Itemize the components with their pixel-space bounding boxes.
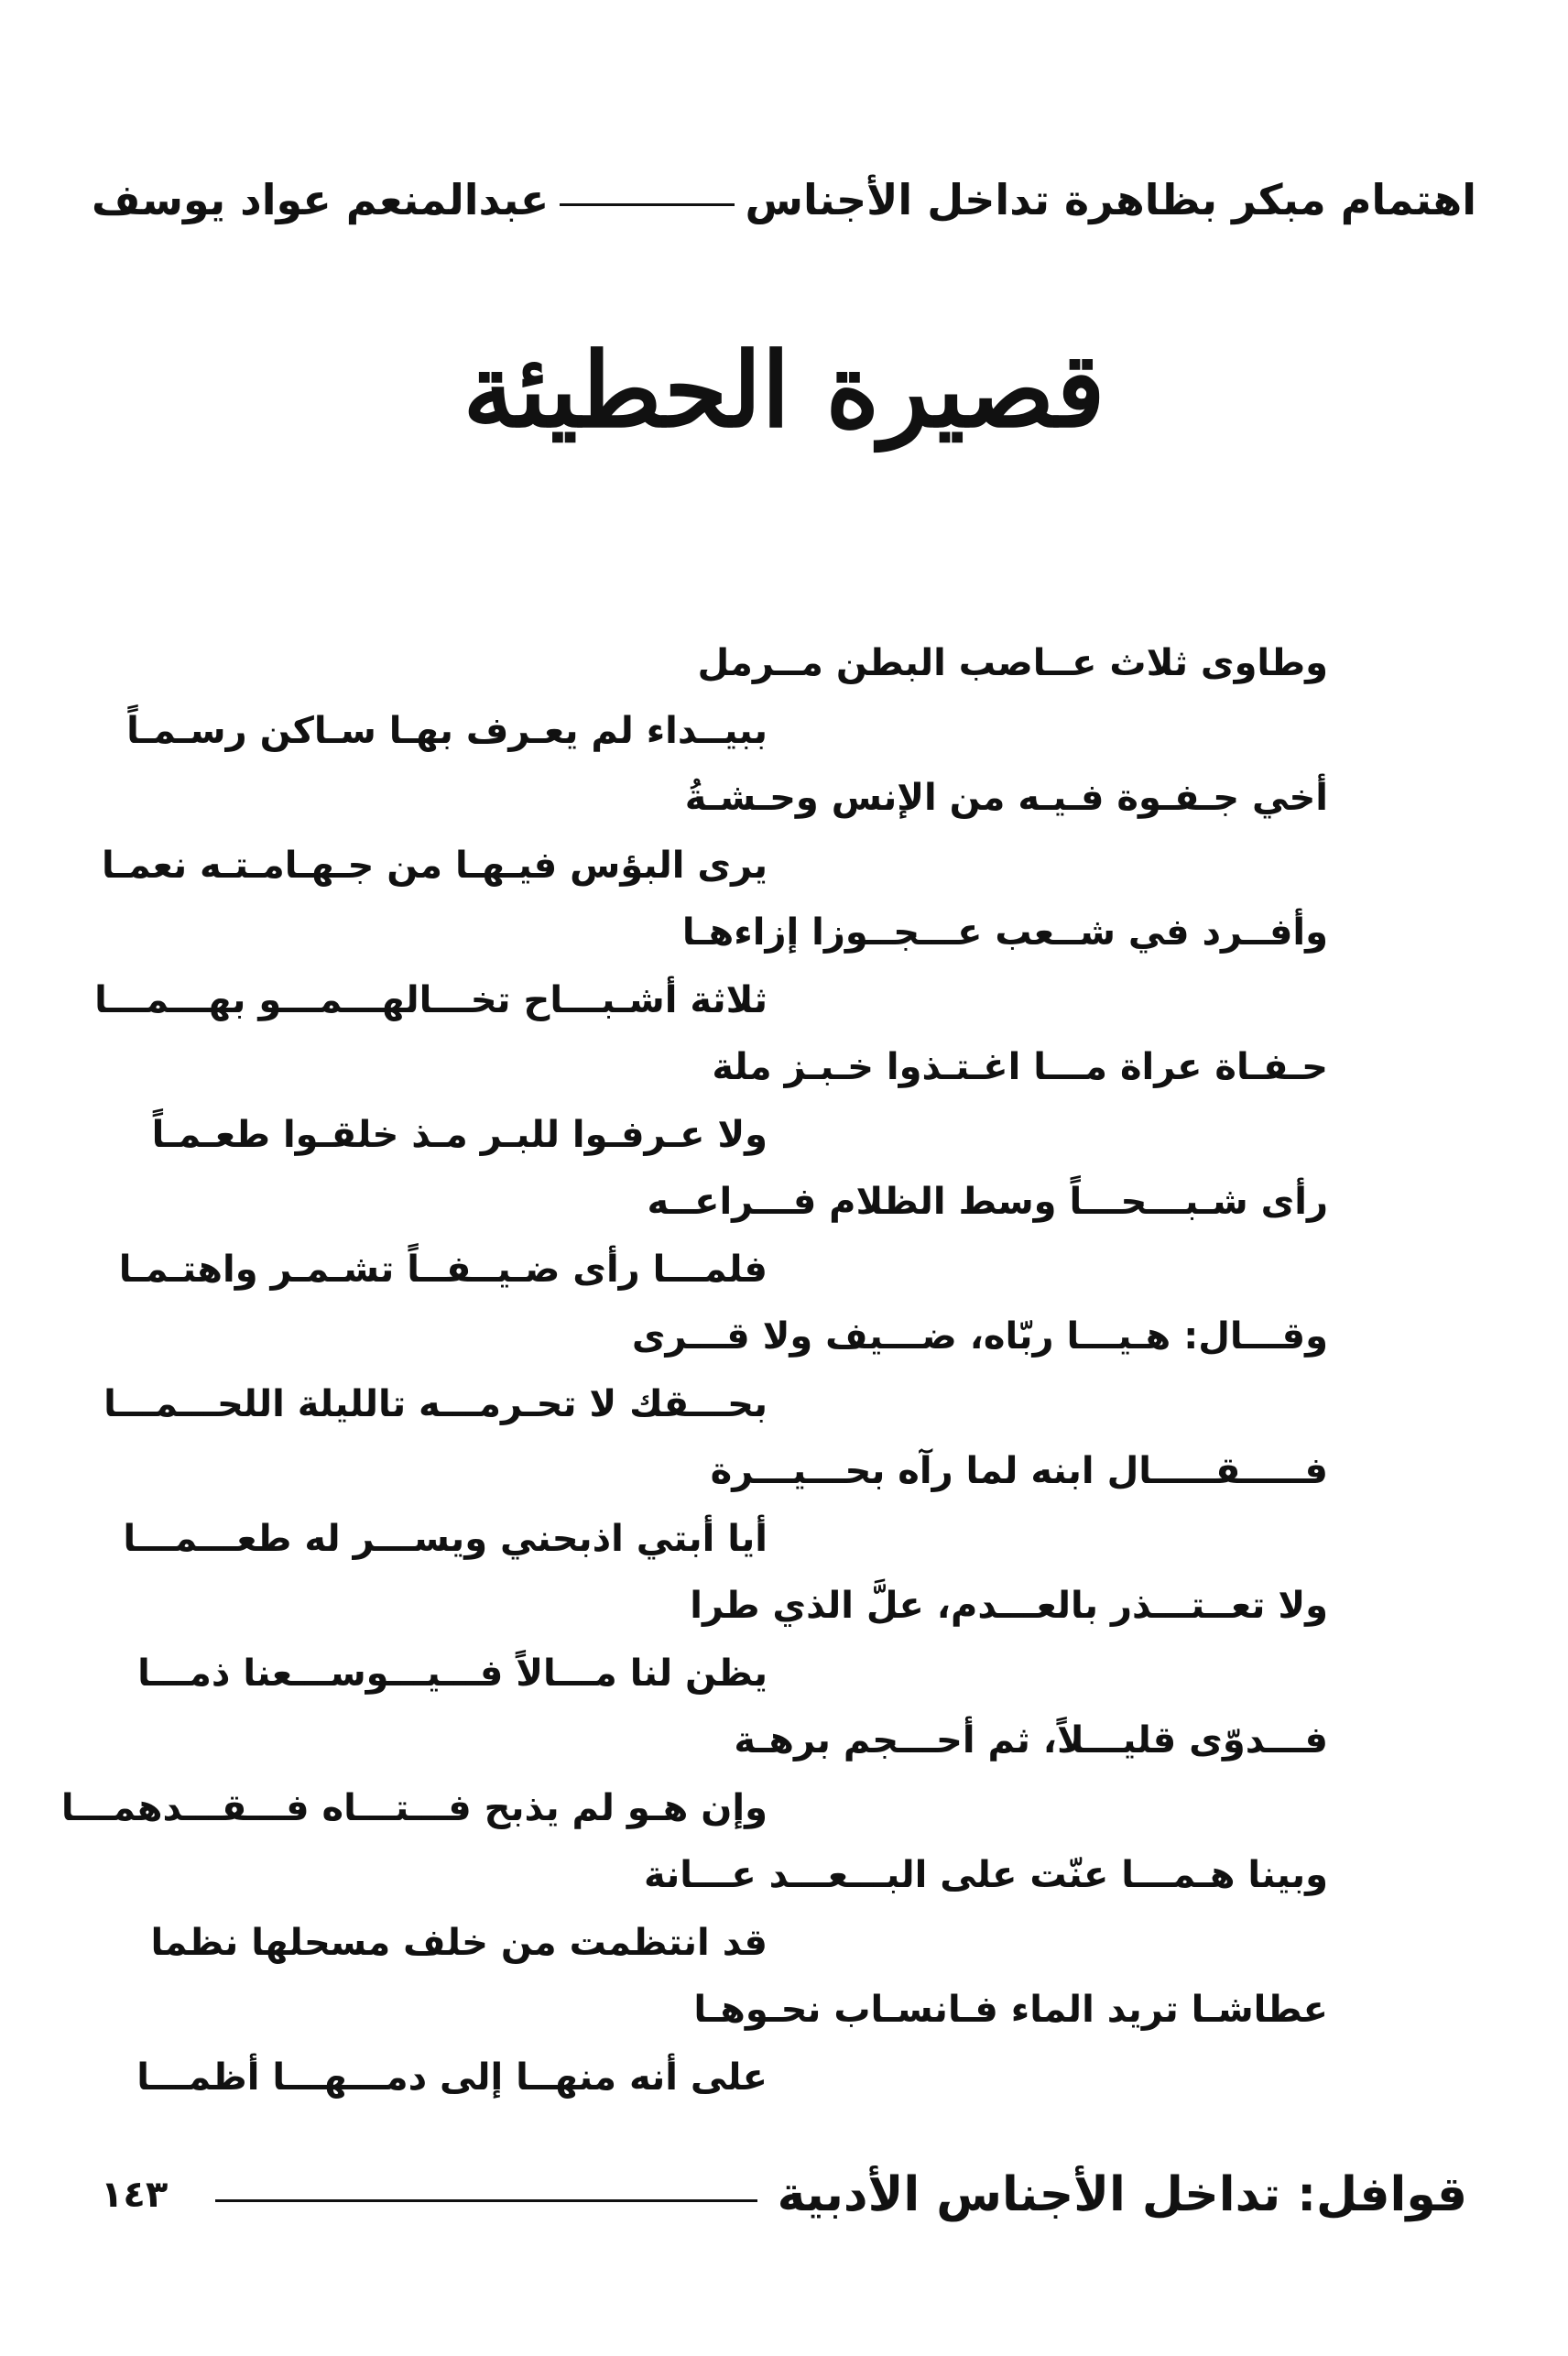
poem-title: قصيرة الحطيئة: [463, 331, 1105, 451]
poem-line: [136, 2045, 1328, 2112]
poem-line-text: فـــدوّى قليـــلاً، ثم أحـــجم برهـة: [734, 1719, 1328, 1762]
poem-line: [150, 1910, 1328, 1978]
poem-line: [94, 967, 1328, 1035]
poem-line: [102, 833, 1328, 900]
page-number: ١٤٣: [101, 2174, 169, 2216]
poem-line: [220, 765, 1328, 833]
poem-line-text: ولا تعــتـــذر بالعـــدم، علَّ الذي طرا: [690, 1585, 1328, 1627]
poem-line: [103, 1371, 1328, 1439]
poem-line: [118, 1237, 1328, 1304]
poem-line-text: حـفـاة عراة مـــا اغـتـذوا خـبـز ملة: [712, 1046, 1328, 1088]
poem-line-text: يظن لنا مـــالاً فـــيـــوســـعنا ذمـــا: [137, 1652, 768, 1695]
poem-line-text: يرى البؤس فيـهـا من جـهـامـتـه نعمـا: [102, 844, 768, 887]
poem-line: [220, 1573, 1328, 1641]
poem-line-text: ببيــداء لم يعـرف بهـا سـاكن رسـمـاً: [126, 709, 768, 752]
poem-line: [220, 630, 1328, 698]
poem-line: [220, 1842, 1328, 1910]
poem-line-text: بحـــقك لا تحـرمـــه تالليلة اللحـــمـــا: [103, 1382, 768, 1425]
poem-line: [220, 1303, 1328, 1371]
poem-line-text: أخي جـفـوة فـيـه من الإنس وحـشـةُ: [684, 777, 1328, 819]
poem-line-text: عطاشـا تريد الماء فـانسـاب نحـوهـا: [693, 1989, 1328, 2031]
poem-line: [60, 1775, 1328, 1843]
poem-line-text: على أنه منهــا إلى دمـــهـــا أظمـــا: [136, 2056, 768, 2099]
poem-line: [137, 1641, 1328, 1708]
poem-line: [151, 1102, 1328, 1170]
poem-line: [220, 900, 1328, 967]
poem-line-text: وإن هـو لم يذبح فـــتـــاه فـــقـــدهمـــا: [60, 1786, 768, 1829]
poem-line-text: رأى شـبـــحـــاً وسط الظلام فـــراعــه: [647, 1181, 1328, 1223]
poem-line-text: قد انتظمت من خلف مسحلها نظما: [150, 1921, 768, 1964]
header-author: عبدالمنعم عواد يوسف: [92, 175, 550, 224]
poem-line: [220, 1977, 1328, 2045]
poem-line: [123, 1506, 1328, 1574]
poem-line-text: فـــــقـــــال ابنه لما رآه بحـــيـــرة: [710, 1450, 1328, 1492]
poem-line-text: وأفــرد في شــعب عـــجــوزا إزاءهـا: [681, 911, 1328, 954]
poem-line-text: وقـــال: هـيـــا ربّاه، ضـــيف ولا قـــرى: [631, 1315, 1328, 1358]
running-footer: [101, 2149, 1467, 2241]
footer-book-title: قوافل: تداخل الأجناس الأدبية: [777, 2167, 1467, 2222]
poem-line: [220, 1707, 1328, 1775]
footer-rule: [215, 2199, 757, 2202]
poem-line: [220, 1438, 1328, 1506]
poem-line-text: وبينا هـمـــا عنّت على البـــعـــد عـــانة: [644, 1854, 1328, 1896]
poem-line: [220, 1169, 1328, 1237]
running-header: [92, 163, 1476, 236]
poem-line-text: ثلاثة أشـبـــاح تخـــالهـــمـــو بهـــمـــا: [94, 978, 768, 1021]
poem-line: [220, 1034, 1328, 1102]
poem-line-text: أيا أبتي اذبحني ويســـر له طعـــمـــا: [123, 1517, 768, 1560]
poem-line: [126, 698, 1328, 766]
poem-line-text: ولا عـرفـوا للبـر مـذ خلقـوا طعـمـاً: [151, 1113, 768, 1156]
header-rule: [560, 203, 734, 206]
poem-line-text: فلمـــا رأى ضـيــفــاً تشـمـر واهتـمـا: [118, 1248, 768, 1291]
poem-body: [60, 630, 1328, 2111]
poem-line-text: وطاوى ثلاث عــاصب البطن مــرمل: [697, 642, 1328, 684]
header-chapter-title: اهتمام مبكر بظاهرة تداخل الأجناس: [745, 175, 1476, 224]
